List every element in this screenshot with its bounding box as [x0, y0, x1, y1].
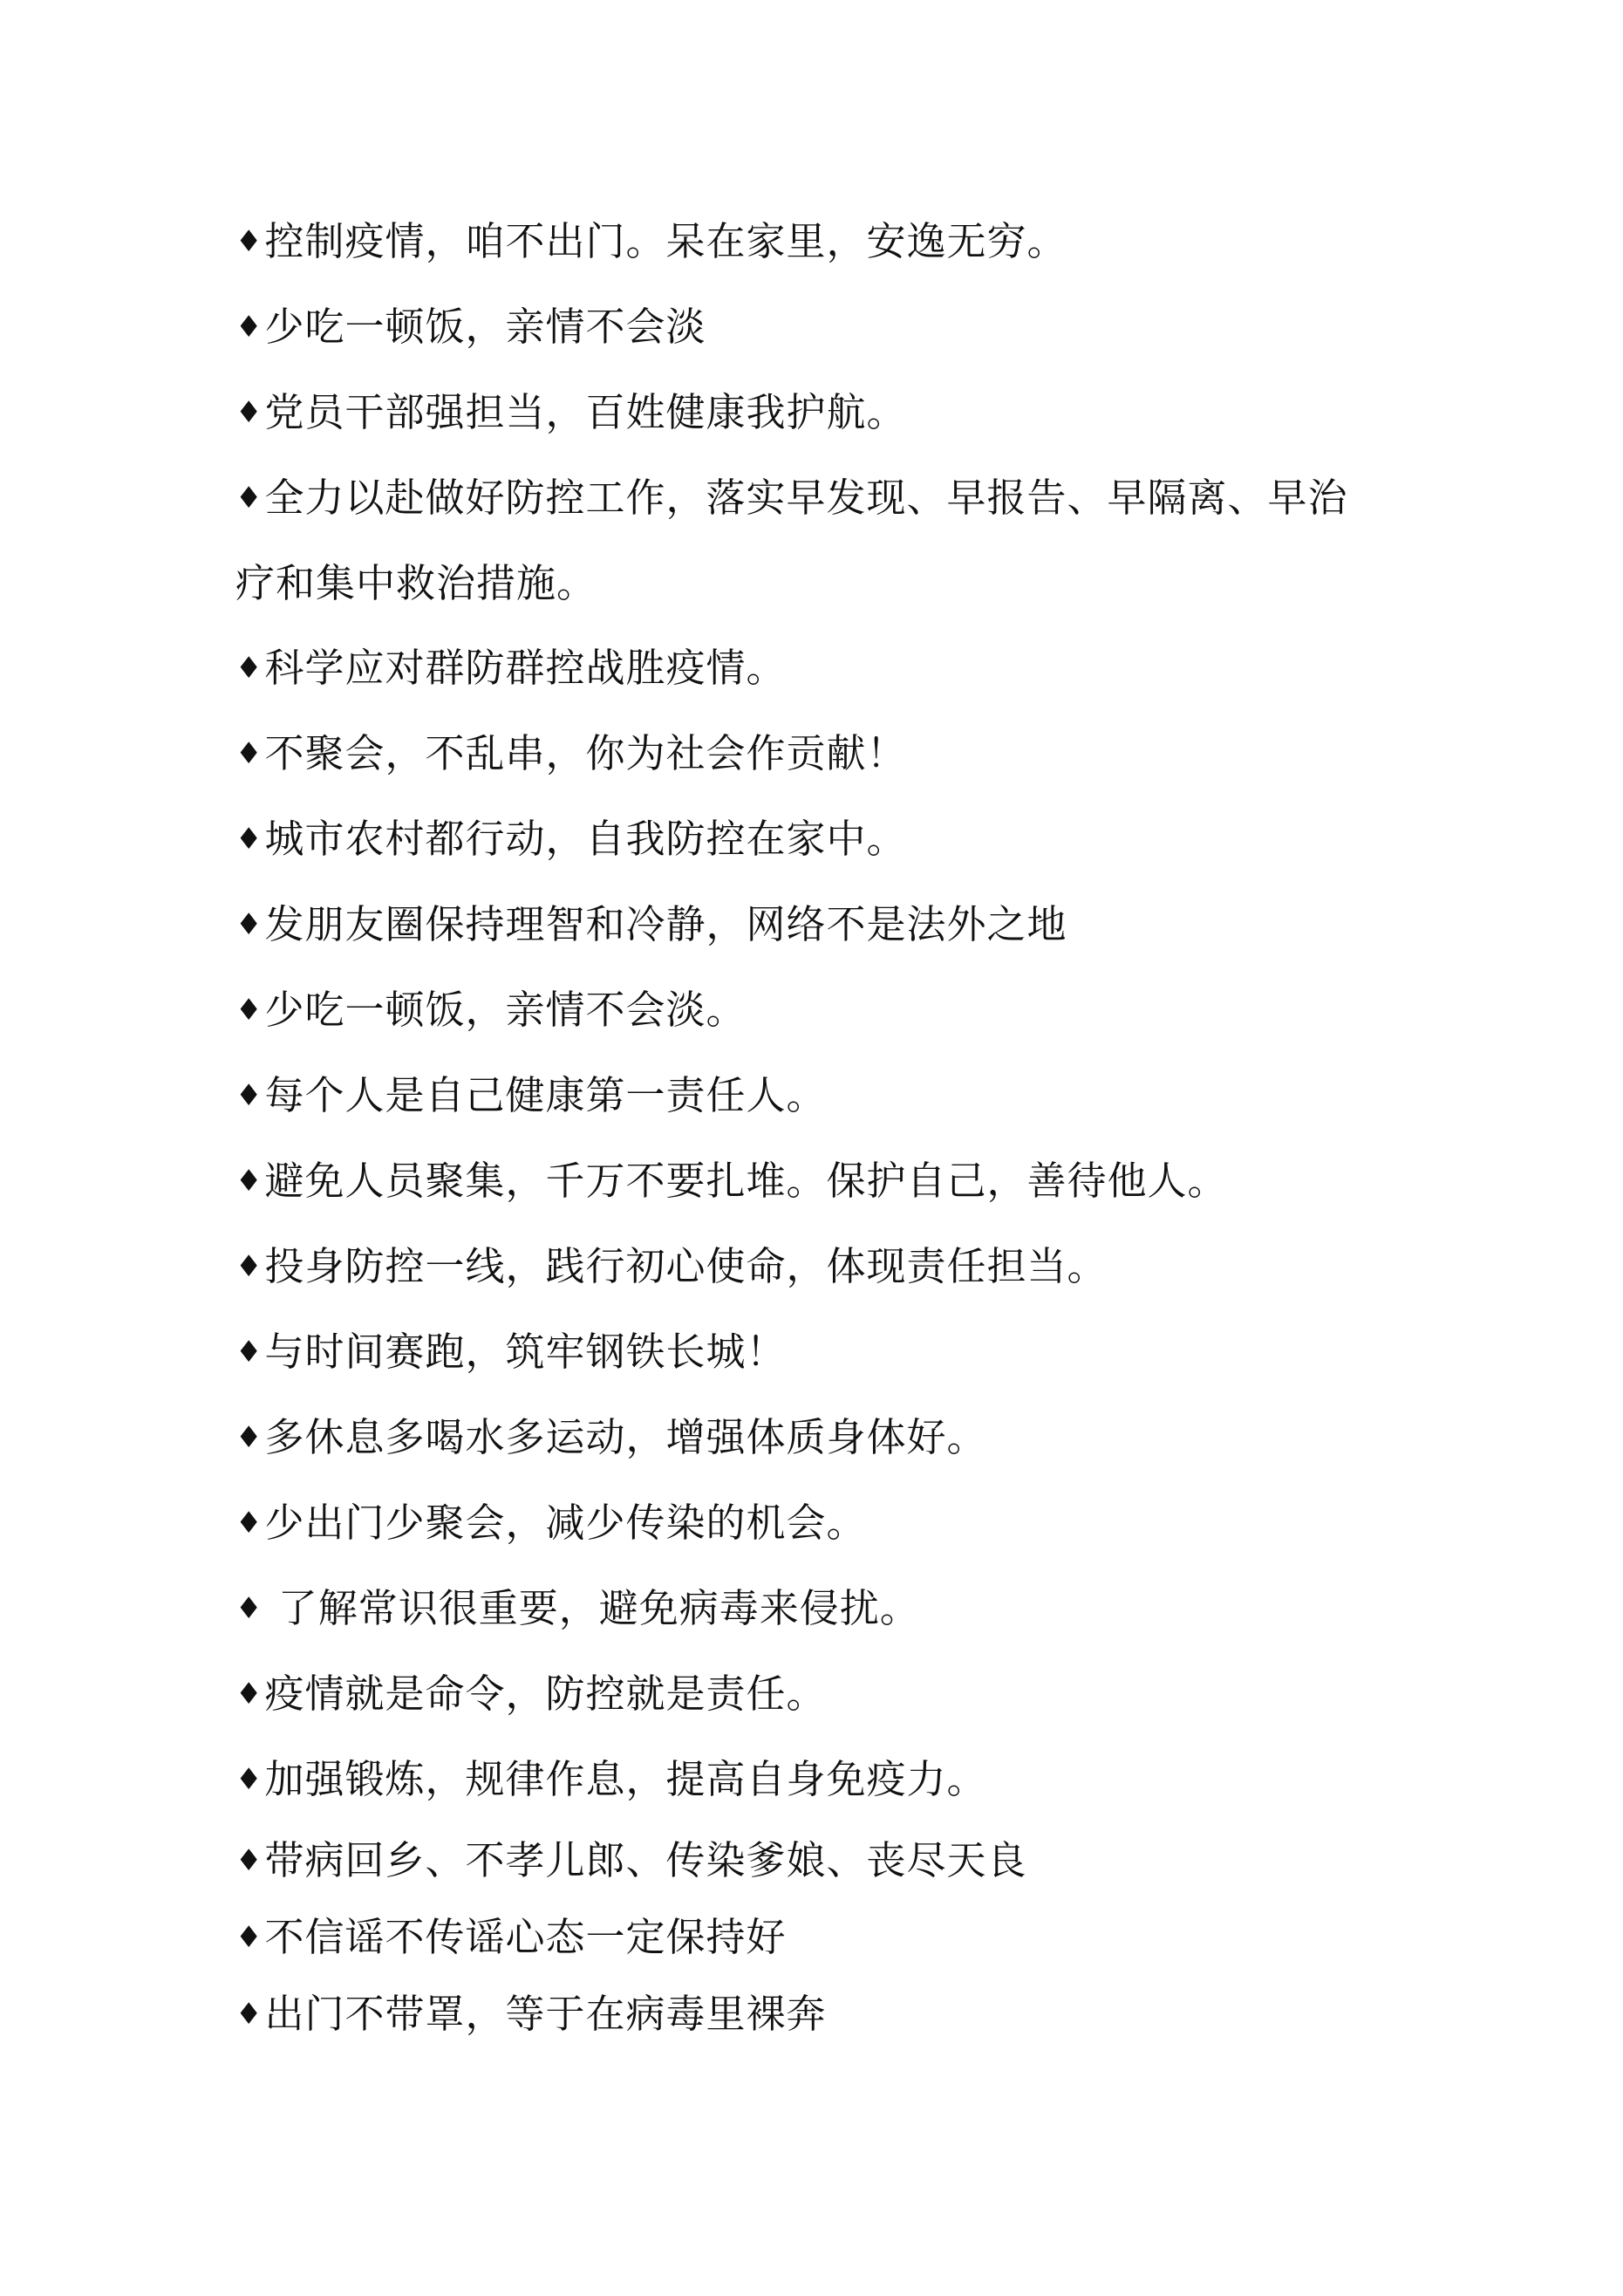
diamond-bullet-icon: ♦: [235, 1420, 263, 1455]
list-item: [235, 967, 1430, 1053]
list-item: [235, 455, 1430, 541]
list-item: [235, 1053, 1430, 1138]
diamond-bullet-icon: ♦: [235, 1762, 263, 1797]
list-item: [235, 284, 1430, 370]
diamond-bullet-icon: ♦: [235, 1335, 263, 1370]
list-item-text: 不信谣不传谣心态一定保持好: [264, 1914, 787, 1960]
list-item-text: 与时间赛跑，筑牢钢铁长城！: [264, 1329, 787, 1375]
diamond-bullet-icon: ♦: [235, 651, 263, 686]
list-item-text: 城市农村都行动，自我防控在家中。: [264, 816, 907, 862]
list-item: [235, 882, 1430, 967]
list-item-text: 少吃一顿饭，亲情不会淡: [264, 304, 706, 350]
diamond-bullet-icon: ♦: [235, 395, 263, 430]
list-item-continuation: [235, 541, 1430, 625]
diamond-bullet-icon: ♦: [235, 1078, 263, 1113]
list-item-text: 科学应对群防群控战胜疫情。: [264, 645, 787, 691]
diamond-bullet-icon: ♦: [235, 1249, 263, 1284]
diamond-bullet-icon: ♦: [235, 907, 263, 942]
list-item: [235, 711, 1430, 796]
list-item-text: 出门不带罩，等于在病毒里裸奔: [264, 1991, 827, 2037]
list-item-text: 疫情就是命令，防控就是责任。: [264, 1671, 827, 1717]
list-item: [235, 199, 1430, 284]
list-item-text: 了解常识很重要，避免病毒来侵扰。: [264, 1585, 920, 1631]
list-item: [235, 1899, 1430, 1976]
list-item: [235, 370, 1430, 455]
list-item-text: 少吃一顿饭，亲情不会淡。: [264, 987, 747, 1033]
list-item-text: 控制疫情，咱不出门。呆在家里，安逸无穷。: [264, 218, 1067, 264]
list-item-text: 避免人员聚集，千万不要扎堆。保护自己，善待他人。: [264, 1158, 1228, 1204]
diamond-bullet-icon: ♦: [235, 1997, 263, 2032]
diamond-bullet-icon: ♦: [235, 1591, 263, 1626]
list-item-text: 全力以赴做好防控工作，落实早发现、早报告、早隔离、早治: [264, 475, 1348, 521]
list-item: [235, 1651, 1430, 1737]
list-item-text: 加强锻炼，规律作息，提高自身免疫力。: [264, 1756, 987, 1802]
list-item: [235, 796, 1430, 882]
diamond-bullet-icon: ♦: [235, 993, 263, 1028]
list-item-text: 党员干部强担当，百姓健康我护航。: [264, 389, 907, 435]
list-item-text: 多休息多喝水多运动，增强体质身体好。: [264, 1414, 987, 1460]
list-item: [235, 625, 1430, 711]
diamond-bullet-icon: ♦: [235, 822, 263, 857]
diamond-bullet-icon: ♦: [235, 1506, 263, 1541]
list-item: [235, 1976, 1430, 2053]
diamond-bullet-icon: ♦: [235, 1920, 263, 1955]
list-item-text: 发朋友圈保持理智和冷静，网络不是法外之地: [264, 901, 1067, 947]
list-item: [235, 1224, 1430, 1309]
list-item: [235, 1480, 1430, 1566]
list-item: [235, 1138, 1430, 1224]
list-item-text: 每个人是自己健康第一责任人。: [264, 1072, 827, 1118]
slogan-list: [235, 199, 1430, 2053]
list-item-text: 不聚会，不乱串，你为社会作贡献！: [264, 730, 907, 776]
diamond-bullet-icon: ♦: [235, 310, 263, 345]
list-item: [235, 1309, 1430, 1395]
diamond-bullet-icon: ♦: [235, 224, 263, 259]
diamond-bullet-icon: ♦: [235, 736, 263, 771]
list-item-text: 少出门少聚会，减少传染的机会。: [264, 1500, 867, 1546]
list-item: [235, 1395, 1430, 1480]
diamond-bullet-icon: ♦: [235, 1164, 263, 1199]
list-item-text: 疗和集中救治措施。: [235, 560, 597, 606]
list-item-text: 投身防控一线，践行初心使命，体现责任担当。: [264, 1243, 1108, 1289]
list-item: [235, 1566, 1430, 1651]
diamond-bullet-icon: ♦: [235, 1843, 263, 1878]
list-item-text: 带病回乡、不孝儿郎、传染爹娘、丧尽天良: [264, 1837, 1027, 1883]
diamond-bullet-icon: ♦: [235, 1677, 263, 1712]
list-item: [235, 1737, 1430, 1822]
diamond-bullet-icon: ♦: [235, 481, 263, 516]
list-item: [235, 1822, 1430, 1899]
